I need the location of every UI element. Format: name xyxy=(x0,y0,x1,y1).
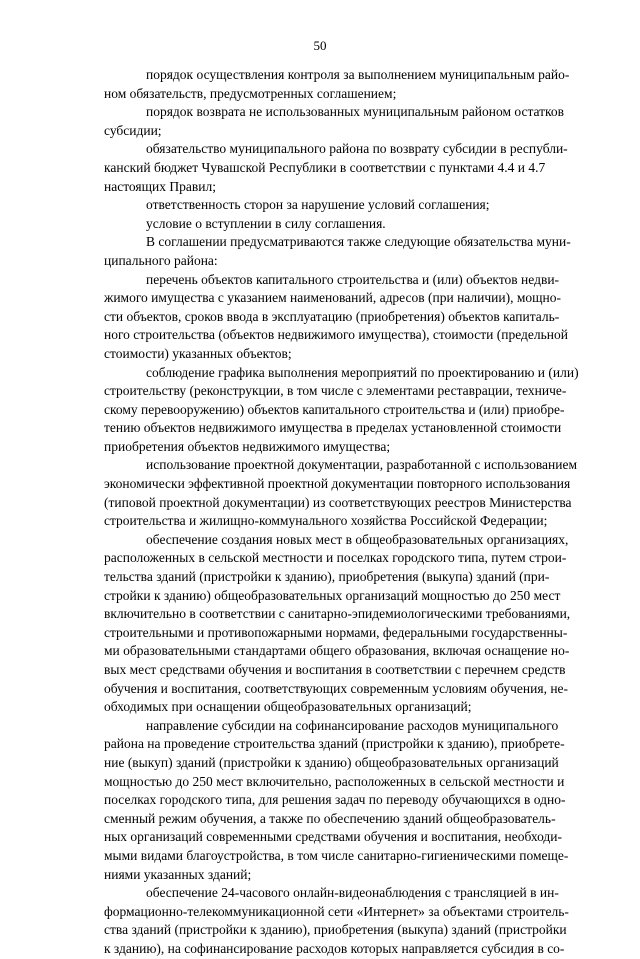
paragraph-entry-into-force: условие о вступлении в силу соглашения. xyxy=(146,215,386,231)
paragraph-control-procedure: порядок осуществления контроля за выполнением муниципальным райо- ном обязательств, предусмотренных соглашением; xyxy=(104,67,570,101)
paragraph-schedule-compliance: соблюдение графика выполнения мероприятий по проектированию и (или) строительству (реконструкции, в том числе с элементами реставрации, техниче- скому перевооружению) объектов капитального строительства и (или) приобре- тению объектов недвижимого имущества в пределах установленной стоимости приобретения объектов недвижимого имущества; xyxy=(104,364,579,454)
document-body xyxy=(104,66,594,959)
paragraph-object-list: перечень объектов капитального строительства и (или) объектов недви- жимого имущества с указанием наименований, адресов (при наличии), мощно- сти объектов, сроков ввода в эксплуатацию (приобретения) объектов капиталь- ного строительства (объектов недвижимого имущества), стоимости (предельной стоимости) указанных объектов; xyxy=(104,271,568,361)
page-number: 50 xyxy=(313,38,327,53)
paragraph-video-surveillance: обеспечение 24-часового онлайн-видеонаблюдения с трансляцией в ин- формационно-телекоммуникационной сети «Интернет» за объектами строитель- ства зданий (пристройки к зданию), приобретения (выкупа) зданий (пристройки к зданию), на софинансирование расходов которых направляется субсидия в со- xyxy=(104,885,569,956)
paragraph-additional-obligations: В соглашении предусматриваются также следующие обязательства муни- ципального района: xyxy=(104,234,571,268)
paragraph-design-documentation: использование проектной документации, разработанной с использованием экономически эффективной проектной документации повторного использования (типовой проектной документации) из соответствующих реестров Министерства строительства и жилищно-коммунального хозяйства Российской Федерации; xyxy=(104,457,578,529)
paragraph-subsidy-direction: направление субсидии на софинансирование расходов муниципального района на проведение строительства зданий (пристройки к зданию), приобрете- ние (выкуп) зданий (пристройки к зданию) общеобразовательных организаций мощностью до 250 мест включительно, расположенных в сельской местности и поселках городского типа, для решения задач по переводу обучающихся в одно- сменный режим обучения, а также по обеспечению зданий общеобразователь- ных организаций современными средствами обучения и воспитания, необходи- мыми видами благоустройства, в том числе санитарно-гигиеническими помеще- ниями указанных зданий; xyxy=(104,717,569,882)
paragraph-liability: ответственность сторон за нарушение условий соглашения; xyxy=(146,197,490,213)
paragraph-return-remainders: порядок возврата не использованных муниципальным районом остатков субсидии; xyxy=(104,104,565,138)
paragraph-refund-obligation: обязательство муниципального района по возврату субсидии в республи- канский бюджет Чувашской Республики в соответствии с пунктами 4.4 и 4.7 настоящих Правил; xyxy=(104,141,568,194)
paragraph-new-school-places: обеспечение создания новых мест в общеобразовательных организациях, расположенных в сельской местности и поселках городского типа, путем строи- тельства зданий (пристройки к зданию), приобретения (выкупа) зданий (при- стройки к зданию) общеобразовательных организаций мощностью до 250 мест включительно в соответствии с санитарно-эпидемиологическими требованиями, строительными и противопожарными нормами, федеральными государственны- ми образовательными стандартами общего образования, включая оснащение но- вых мест средствами обучения и воспитания в соответствии с перечнем средств обучения и воспитания, соответствующих современным условиям обучения, не- обходимых при оснащении общеобразовательных организаций; xyxy=(104,531,571,715)
